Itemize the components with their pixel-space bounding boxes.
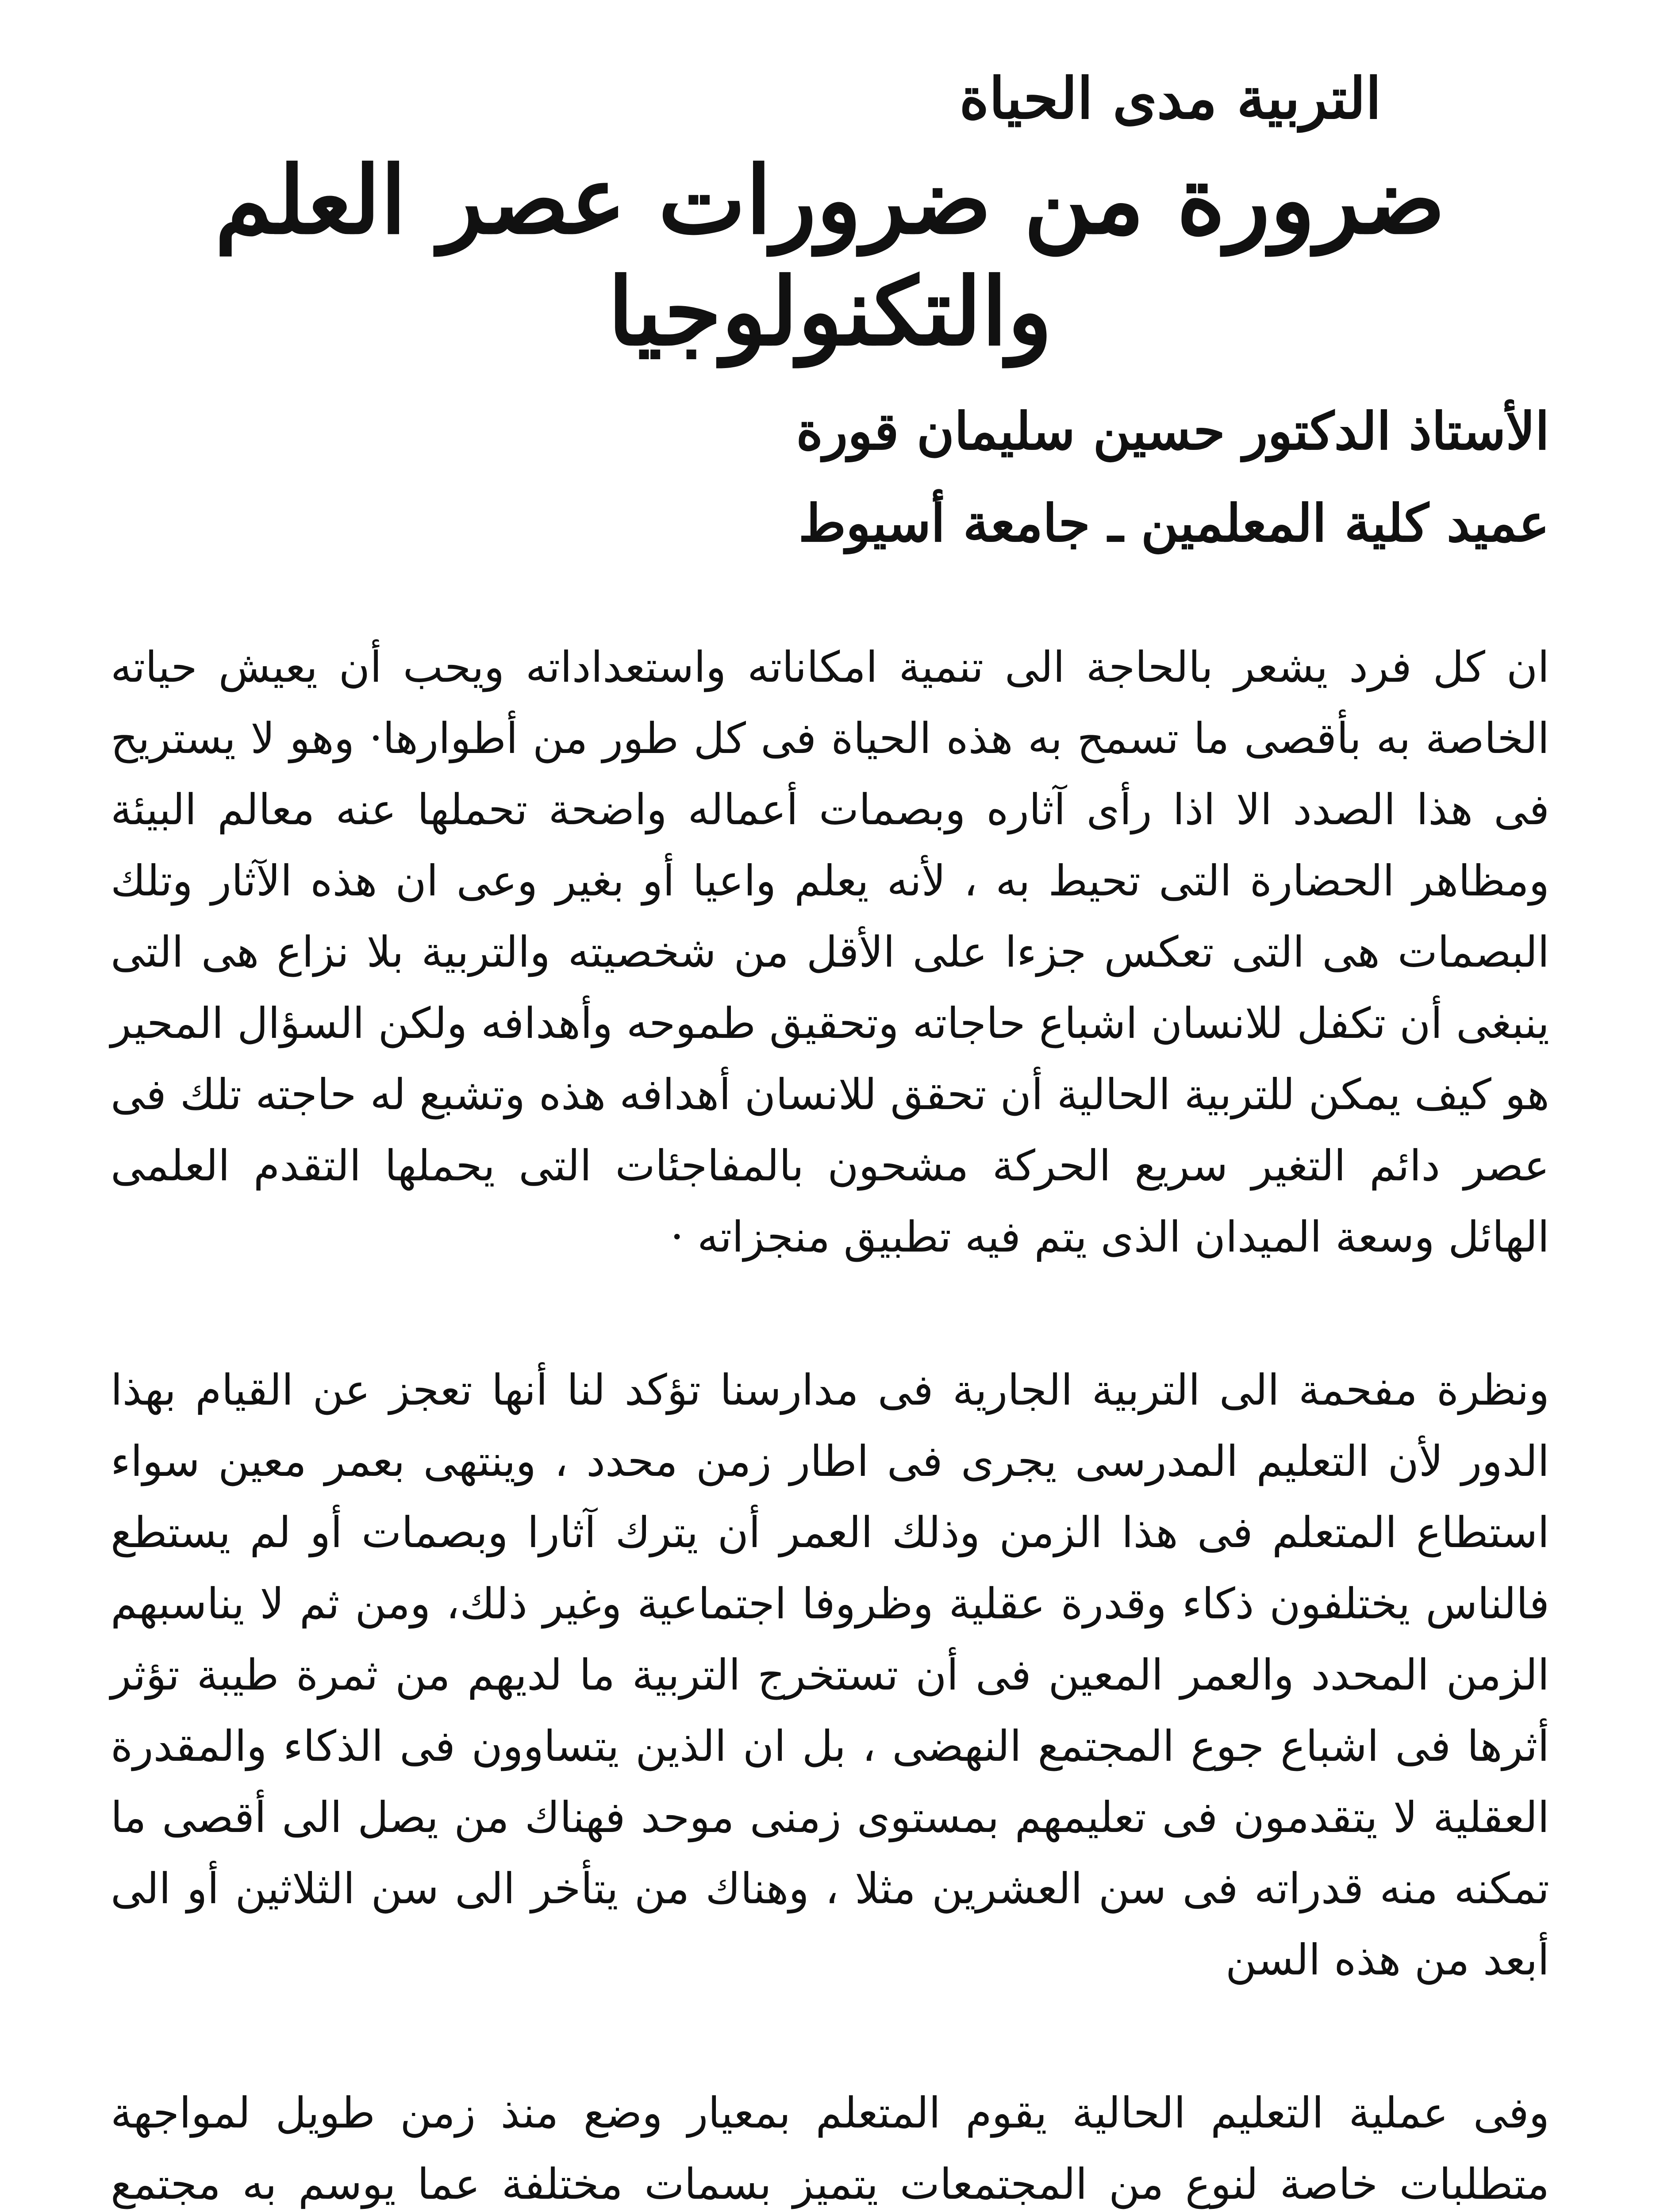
paragraph: ونظرة مفحمة الى التربية الجارية فى مدارسنا تؤكد لنا أنها تعجز عن القيام بهذا الدور لأن التعليم المدرسى يجرى فى اطار زمن محدد ، وينتهى بعمر معين سواء استطاع المتعلم فى هذا الزمن وذلك العمر أن يترك آثارا وبصمات أو لم يستطع فالناس يختلفون ذكاء وقدرة عقلية وظروفا اجتماعية وغير ذلك، ومن ثم لا يناسبهم الزمن المحدد والعمر المعين فى أن تستخرج التربية ما لديهم من ثمرة طيبة تؤثر أثرها فى اشباع جوع المجتمع النهضى ، بل ان الذين يتساوون فى الذكاء والمقدرة العقلية لا يتقدمون فى تعليمهم بمستوى زمنى موحد فهناك من يصل الى أقصى ما تمكنه منه قدراته فى سن العشرين مثلا ، وهناك من يتأخر الى سن الثلاثين أو الى أبعد من هذه السن xyxy=(111,1365,1550,1985)
paragraph: ان كل فرد يشعر بالحاجة الى تنمية امكاناته واستعداداته ويحب أن يعيش حياته الخاصة به بأقصى ما تسمح به هذه الحياة فى كل طور من أطوارها· وهو لا يستريح فى هذا الصدد الا اذا رأى آثاره وبصمات أعماله واضحة تحملها عنه معالم البيئة ومظاهر الحضارة التى تحيط به ، لأنه يعلم واعيا أو بغير وعى ان هذه الآثار وتلك البصمات هى التى تعكس جزءا على الأقل من شخصيته والتربية بلا نزاع هى التى ينبغى أن تكفل للانسان اشباع حاجاته وتحقيق طموحه وأهدافه ولكن السؤال المحير هو كيف يمكن للتربية الحالية أن تحقق للانسان أهدافه هذه وتشبع له حاجته تلك فى عصر دائم التغير سريع الحركة مشحون بالمفاجئات التى يحملها التقدم العلمى الهائل وسعة الميدان الذى يتم فيه تطبيق منجزاته · xyxy=(111,642,1550,1262)
article-body xyxy=(111,632,1549,2212)
series-kicker: التربية مدى الحياة xyxy=(959,65,1381,132)
paragraph: وفى عملية التعليم الحالية يقوم المتعلم بمعيار وضع منذ زمن طويل لمواجهة متطلبات خاصة لنوع من المجتمعات يتميز بسمات مختلفة عما يوسم به مجتمع xyxy=(111,2088,1549,2209)
author-affiliation: عميد كلية المعلمين ـ جامعة أسيوط xyxy=(798,493,1549,554)
article-title: ضرورة من ضرورات عصر العلم والتكنولوجيا xyxy=(215,146,1445,367)
author-name: الأستاذ الدكتور حسين سليمان قورة xyxy=(796,401,1549,462)
